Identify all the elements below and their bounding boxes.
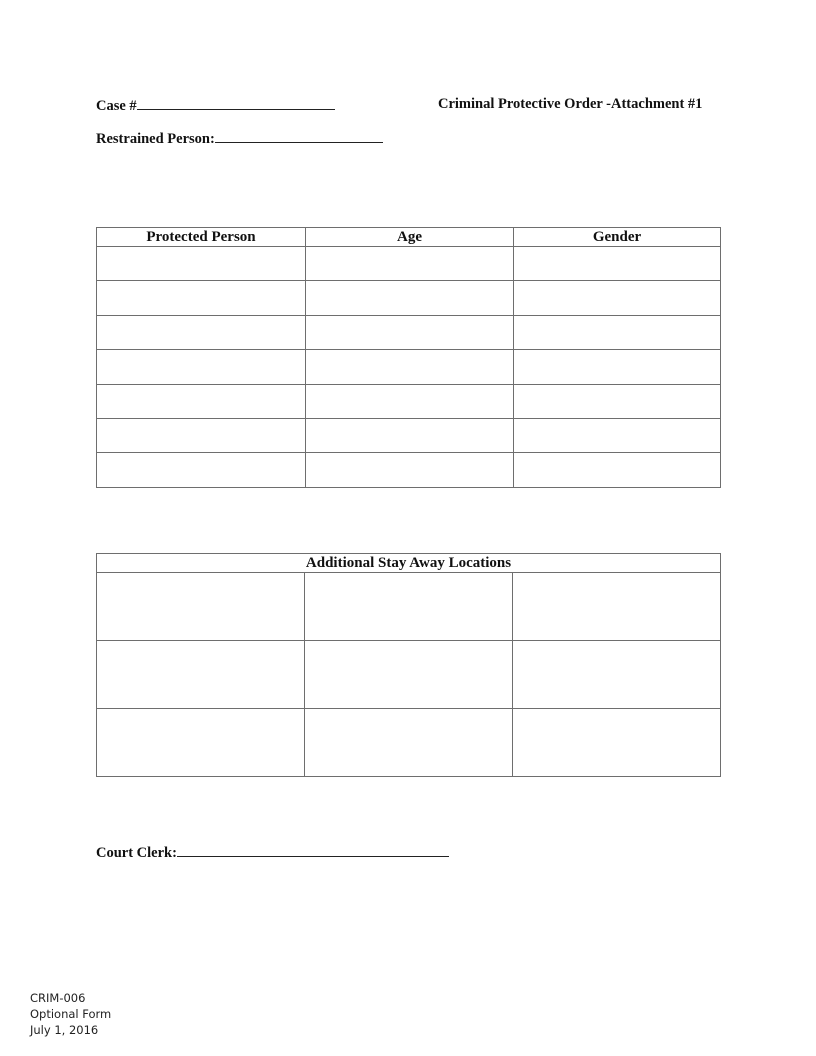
table-row bbox=[97, 350, 721, 384]
protected-person-cell[interactable] bbox=[97, 247, 306, 281]
table-header-row bbox=[97, 554, 721, 573]
table-row bbox=[97, 641, 721, 709]
age-cell[interactable] bbox=[306, 418, 514, 452]
court-clerk-label: Court Clerk: bbox=[96, 845, 177, 861]
location-cell[interactable] bbox=[513, 573, 721, 641]
table-row bbox=[97, 573, 721, 641]
location-cell[interactable] bbox=[305, 573, 513, 641]
form-date: July 1, 2016 bbox=[30, 1023, 99, 1037]
table-row bbox=[97, 281, 721, 315]
gender-cell[interactable] bbox=[514, 281, 721, 315]
gender-cell[interactable] bbox=[514, 384, 721, 418]
location-cell[interactable] bbox=[97, 641, 305, 709]
restrained-person-field bbox=[96, 129, 383, 148]
form-footer bbox=[30, 990, 111, 1038]
gender-cell[interactable] bbox=[514, 350, 721, 384]
protected-persons-table bbox=[96, 227, 721, 488]
court-clerk-field bbox=[96, 843, 449, 862]
case-number-label: Case # bbox=[96, 98, 137, 114]
form-type: Optional Form bbox=[30, 1007, 112, 1021]
age-cell[interactable] bbox=[306, 453, 514, 487]
table-row bbox=[97, 315, 721, 349]
location-cell[interactable] bbox=[513, 641, 721, 709]
protected-person-cell[interactable] bbox=[97, 350, 306, 384]
age-cell[interactable] bbox=[306, 281, 514, 315]
location-cell[interactable] bbox=[97, 709, 305, 777]
table-row bbox=[97, 709, 721, 777]
location-cell[interactable] bbox=[305, 641, 513, 709]
stay-away-locations-table bbox=[96, 553, 721, 777]
age-cell[interactable] bbox=[306, 350, 514, 384]
location-cell[interactable] bbox=[97, 573, 305, 641]
form-title: Criminal Protective Order -Attachment #1 bbox=[438, 96, 703, 112]
case-number-input[interactable] bbox=[137, 96, 335, 110]
gender-cell[interactable] bbox=[514, 315, 721, 349]
column-header-age: Age bbox=[306, 228, 514, 247]
stay-away-locations-title: Additional Stay Away Locations bbox=[97, 554, 721, 573]
protected-person-cell[interactable] bbox=[97, 384, 306, 418]
gender-cell[interactable] bbox=[514, 247, 721, 281]
protected-person-cell[interactable] bbox=[97, 418, 306, 452]
court-clerk-signature-input[interactable] bbox=[177, 843, 449, 857]
protected-person-cell[interactable] bbox=[97, 453, 306, 487]
location-cell[interactable] bbox=[305, 709, 513, 777]
table-row bbox=[97, 418, 721, 452]
protected-person-cell[interactable] bbox=[97, 315, 306, 349]
case-number-field bbox=[96, 96, 335, 115]
protected-person-cell[interactable] bbox=[97, 281, 306, 315]
table-row bbox=[97, 384, 721, 418]
age-cell[interactable] bbox=[306, 247, 514, 281]
restrained-person-label: Restrained Person: bbox=[96, 131, 215, 147]
age-cell[interactable] bbox=[306, 384, 514, 418]
column-header-protected-person: Protected Person bbox=[97, 228, 306, 247]
location-cell[interactable] bbox=[513, 709, 721, 777]
table-header-row bbox=[97, 228, 721, 247]
table-row bbox=[97, 453, 721, 487]
age-cell[interactable] bbox=[306, 315, 514, 349]
form-number: CRIM-006 bbox=[30, 991, 86, 1005]
table-row bbox=[97, 247, 721, 281]
gender-cell[interactable] bbox=[514, 453, 721, 487]
restrained-person-input[interactable] bbox=[215, 129, 383, 143]
gender-cell[interactable] bbox=[514, 418, 721, 452]
column-header-gender: Gender bbox=[514, 228, 721, 247]
